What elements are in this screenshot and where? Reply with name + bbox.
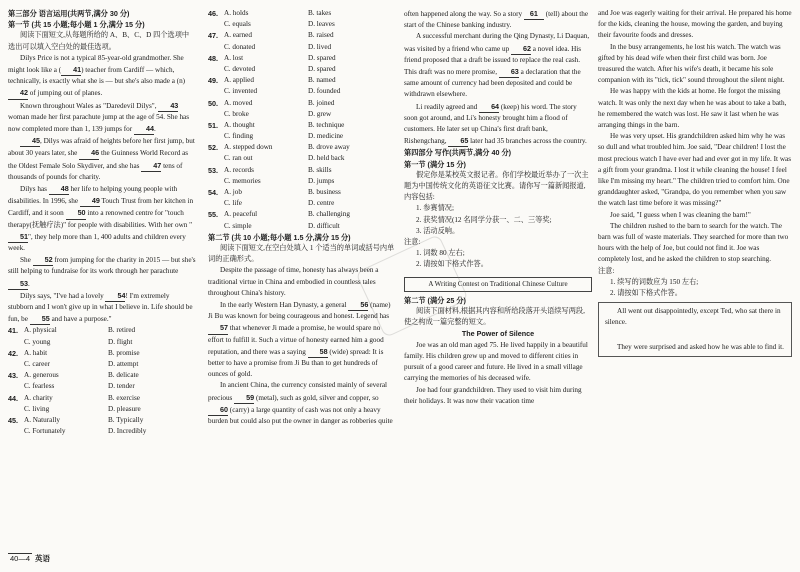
option-row: 54. A. job B. business bbox=[208, 188, 341, 197]
blank: 63 bbox=[499, 66, 519, 78]
story-paragraph: The children rushed to the barn to search for the watch. The barn was full of waste materials. They searched for more than two hours with the help of Joe, but could not find it. Joe was completely lost, and he asked the children to stop searching. bbox=[598, 221, 789, 264]
option-row: 43. A. generous B. delicate bbox=[8, 371, 139, 381]
blank: 64 bbox=[479, 101, 499, 113]
option-row: 41. A. physical B. retired bbox=[8, 326, 136, 336]
blank: 62 bbox=[511, 43, 531, 55]
blank: 50 bbox=[66, 207, 86, 219]
blank: 45 bbox=[20, 135, 40, 147]
blank: 42 bbox=[8, 87, 28, 99]
blank: 58 bbox=[308, 346, 328, 358]
subject-label: 英语 bbox=[35, 554, 51, 563]
story-paragraph: He was happy with the kids at home. He forgot the missing watch. It was only the next day when he was about to take a bath, he remembered the watch was lost. He saw it last when he was arranging things in the barn. bbox=[598, 87, 787, 130]
option-row: C. donated D. lived bbox=[224, 42, 332, 51]
option-row: C. broke D. grew bbox=[224, 109, 332, 118]
option-row: C. finding D. medicine bbox=[224, 132, 344, 141]
story-paragraph: Joe had four grandchildren. They used to visit him during their holidays. It was now their vacation time bbox=[404, 385, 582, 405]
list-item: 1. 词数 80 左右; bbox=[416, 249, 465, 258]
option-row: C. memories D. jumps bbox=[224, 176, 335, 185]
page-footer bbox=[8, 553, 50, 564]
passage-paragraph: Known throughout Wales as "Daredevil Dilys", 43 woman made her first parachute jump at the age of 54. She has now completed more than 1, 139 jumps for 44. bbox=[8, 100, 196, 136]
instructions: 假定你是某校英文报记者。你们学校最近举办了一次主题为中国传统文化的英语征文比赛。请你写一篇新闻报道,内容包括: bbox=[404, 170, 589, 202]
section-title: 第一节 (共 15 小题;每小题 1 分,满分 15 分) bbox=[8, 20, 145, 30]
passage-paragraph: A successful merchant during the Qing Dynasty, Li Daquan, was visited by a friend who came up 62 a novel idea. His friend proposed that a draft be issued to replace the real cash. This draft was no mere promise, 63 a declaration that the same amount of currency had been deposited and could be withdrawn elsewhere. bbox=[404, 32, 590, 99]
passage-paragraph: She 52 from jumping for the charity in 2015 — but she's still helping to fundraise for its work through her parachute 53. bbox=[8, 254, 196, 290]
blank: 51 bbox=[8, 231, 28, 243]
column-2 bbox=[208, 8, 396, 427]
blank: 46 bbox=[79, 147, 99, 159]
option-row: C. simple D. difficult bbox=[224, 221, 340, 230]
story-paragraph: Joe was an old man aged 75. He lived happily in a beautiful family. His children grew up and moved to different cities in pursuit of a good career and future. He lived in a small village carrying the memories of his deceased wife. bbox=[404, 340, 588, 383]
option-row: C. Fortunately D. Incredibly bbox=[24, 427, 147, 436]
blank: 41 bbox=[61, 64, 81, 76]
blank: 43 bbox=[158, 100, 178, 112]
blank: 48 bbox=[49, 183, 69, 195]
option-row: 45. A. Naturally B. Typically bbox=[8, 415, 144, 425]
section-title: 第一节 (满分 15 分) bbox=[404, 159, 466, 169]
list-item: 2. 获奖情况(12 名同学分获一、二、三等奖; bbox=[416, 215, 552, 224]
option-row: C. invented D. founded bbox=[224, 87, 341, 96]
blank: 49 bbox=[80, 195, 100, 207]
list-item: 2. 请按如下格式作答。 bbox=[610, 289, 682, 298]
instructions: 阅读下面材料,根据其内容和所给段落开头语续写两段,使之构成一篇完整的短文。 bbox=[404, 307, 585, 327]
passage-paragraph: Dilys Price is not a typical 85-year-old grandmother. She might look like a ( 41) teacher from Cardiff — which, technically, is exactly what she is — but she's also made a (n) 42 of jumping out of planes. bbox=[8, 53, 196, 100]
blank: 59 bbox=[234, 392, 254, 404]
passage-paragraph: Despite the passage of time, honesty has always been a traditional virtue in China and embodied in countless tales throughout China's history. bbox=[208, 266, 379, 297]
story-paragraph: Joe said, "I guess when I was cleaning the barn!" bbox=[610, 210, 751, 219]
option-row: 50. A. moved B. joined bbox=[208, 98, 335, 108]
option-row: 53. A. records B. skills bbox=[208, 165, 332, 175]
story-title: The Power of Silence bbox=[461, 329, 535, 339]
option-row: C. young D. flight bbox=[24, 337, 133, 346]
section-title: 第二节 (满分 25 分) bbox=[404, 295, 466, 305]
blank: 60 bbox=[208, 404, 228, 416]
passage-paragraph: 45, Dilys was afraid of heights before her first jump, but about 30 years later, she 46 the Guinness World Record as the Oldest Female Solo Skydiver, and she has 47 tens of thousands of pounds for charity. bbox=[8, 136, 195, 181]
option-row: 51. A. thought B. technique bbox=[208, 120, 345, 130]
option-row: 42. A. habit B. promise bbox=[8, 348, 140, 358]
story-paragraph: and Joe was eagerly waiting for their arrival. He prepared his home for the kids, cleaning the house, mowing the garden, and buying their favourite foods and dresses. bbox=[598, 9, 792, 40]
option-row: C. devoted D. spared bbox=[224, 64, 336, 73]
story-paragraph: He was very upset. His grandchildren asked him why he was so dull and what troubled him. Joe said, "Dear children! I lost the most precious watch I have ever had and ever got in my life. It was a gift from your grandma. I lost it while cleaning the house! I feel like I'm missing my heart." The children tried to comfort him. One granddaughter asked, "Grandpa, do you remember when you saw the watch last time before it was missing?" bbox=[598, 132, 791, 208]
list-item: 1. 续写的词数应为 150 左右; bbox=[610, 277, 699, 286]
option-row: C. life D. centre bbox=[224, 199, 335, 208]
note-title: 注意: bbox=[404, 238, 421, 247]
blank: 56 bbox=[348, 299, 368, 311]
instructions: 阅读下面短文,在空白处填入 1 个适当的单词或括号内单词的正确形式。 bbox=[208, 243, 395, 264]
continuation-box bbox=[598, 302, 792, 357]
part-title: 第三部分 语言运用(共两节,满分 30 分) bbox=[8, 9, 130, 18]
essay-title-box: A Writing Contest on Traditional Chinese Culture bbox=[404, 277, 592, 292]
page-number: 40—4 bbox=[10, 554, 31, 563]
option-row: C. ran out D. held back bbox=[224, 154, 345, 163]
options-list bbox=[8, 325, 196, 437]
options-list bbox=[208, 8, 396, 232]
column-1 bbox=[8, 8, 196, 437]
blank: 53 bbox=[8, 278, 28, 290]
list-item: 3. 活动反响。 bbox=[416, 226, 460, 235]
option-row: 55. A. peaceful B. challenging bbox=[208, 210, 350, 220]
continuation-start-1: All went out disappointedly, except Ted, who sat there in silence. bbox=[605, 307, 781, 327]
passage-paragraph: Li readily agreed and 64 (keep) his word. The story soon got around, and Li's honesty brought him a flood of customers. He later set up China's first draft bank, Rishengchang, 65 later had 35 branches across the country. bbox=[404, 101, 592, 148]
passage-paragraph: In ancient China, the currency consisted mainly of several precious 59 (metal), such as gold, silver and copper, so 60 (carry) a large quantity of cash was not only a heavy burden but could also put the owner in danger as robberies quite bbox=[208, 381, 393, 425]
blank: 57 bbox=[208, 322, 228, 334]
passage-paragraph: Dilys has 48 her life to helping young people with disabilities. In 1996, she 49 Touch Trust from her kitchen in Cardiff, and it soon 50 into a renowned centre for "touch therapy(抚触疗法)" for people with disabilities. With her own "51", they help more than 1, 400 adults and children every week. bbox=[8, 184, 194, 253]
blank: 61 bbox=[524, 8, 544, 20]
passage-paragraph: often happened along the way. So a story 61 (tell) about the start of the Chinese banking industry. bbox=[404, 9, 589, 30]
passage-paragraph: In the early Western Han Dynasty, a general 56 (name) Ji Bu was known for being courageous and honest. Legend has 57 that whenever Ji made a promise, he would spare no effort to fulfill it. Such a virtue of honesty earned him a good reputation, and there was a saying 58 (wide) spread: It is better to have a promise from Ji Bu than to get hundreds of ounces of gold. bbox=[208, 299, 391, 379]
part-title: 第四部分 写作(共两节,满分 40 分) bbox=[404, 148, 512, 158]
option-row: 44. A. charity B. exercise bbox=[8, 393, 140, 403]
blank: 52 bbox=[33, 254, 53, 266]
option-row: 52. A. stepped down B. drove away bbox=[208, 143, 350, 153]
option-row: C. living D. pleasure bbox=[24, 404, 141, 413]
option-row: C. career D. attempt bbox=[24, 360, 139, 369]
option-row: 47. A. earned B. raised bbox=[208, 31, 334, 41]
blank: 54 bbox=[105, 290, 125, 302]
list-item: 1. 参赛情况; bbox=[416, 204, 454, 213]
column-3 bbox=[404, 8, 592, 407]
passage-paragraph: Dilys says, "I've had a lovely 54! I'm extremely stubborn and I won't give up in what I believe in. Life should be fun, be 55 and have a purpose." bbox=[8, 290, 196, 326]
instructions: 阅读下面短文,从每题所给的 A、B、C、D 四个选项中选出可以填入空白处的最佳选项。 bbox=[8, 31, 190, 51]
option-row: C. equals D. leaves bbox=[224, 20, 335, 29]
option-row: 49. A. applied B. named bbox=[208, 76, 336, 86]
list-item: 2. 请按如下格式作答。 bbox=[416, 260, 488, 269]
option-row: 48. A. lost D. spared bbox=[208, 53, 336, 63]
blank: 44 bbox=[134, 123, 154, 135]
note-title: 注意: bbox=[598, 266, 615, 275]
option-row: 46. A. holds B. takes bbox=[208, 9, 332, 18]
column-4 bbox=[598, 8, 792, 357]
blank: 47 bbox=[141, 160, 161, 172]
option-row: C. fearless D. tender bbox=[24, 382, 135, 391]
continuation-start-2: They were surprised and asked how he was able to find it. bbox=[617, 342, 784, 351]
blank: 65 bbox=[448, 135, 468, 147]
blank: 55 bbox=[30, 313, 50, 325]
section-title: 第二节 (共 10 小题;每小题 1.5 分,满分 15 分) bbox=[208, 232, 351, 242]
story-paragraph: In the busy arrangements, he lost his watch. The watch was gifted by his dead wife when their first child was born. Joe treasured the watch. After his wife's death, it became his sole companion with its "tick, tick" sound throughout the silent night. bbox=[598, 42, 785, 85]
